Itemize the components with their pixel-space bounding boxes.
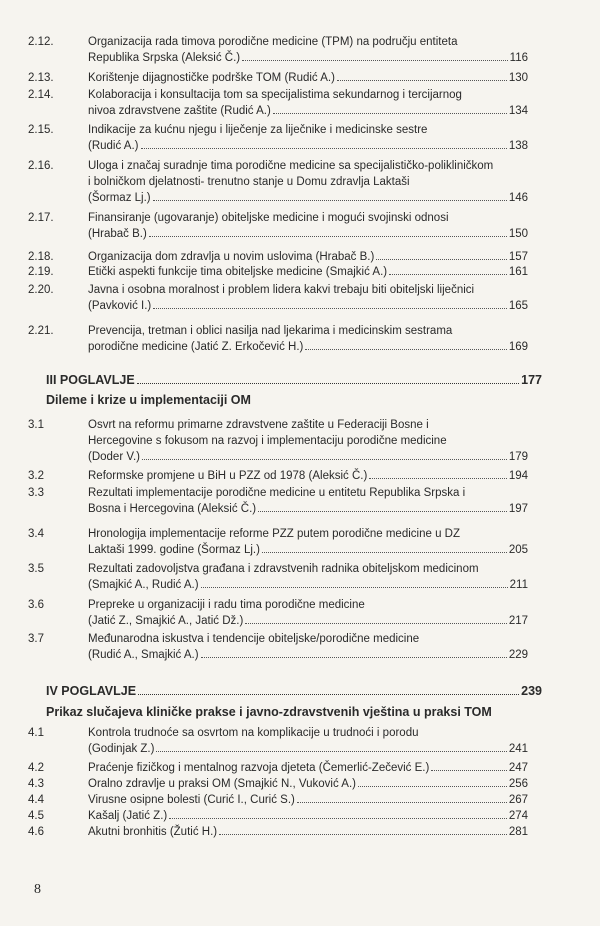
toc-entry-title-line: Hronologija implementacije reforme PZZ putem porodične medicine u DZ: [88, 528, 460, 540]
toc-entry-title-line: Rezultati zadovoljstva građana i zdravstvenih radnika obiteljskom medicinom: [88, 563, 479, 575]
toc-entry-line: [88, 417, 528, 433]
toc-entry-page: 130: [508, 72, 528, 84]
toc-entry-number: 3.5: [28, 563, 44, 575]
leader-dots: [297, 802, 507, 803]
toc-entry-title-line: Javna i osobna moralnost i problem lidera kakvi trebaju biti obiteljski liječnici: [88, 284, 475, 296]
toc-entry-page: 274: [508, 810, 528, 822]
toc-entry-line: [88, 485, 528, 501]
toc-entry-number: 3.1: [28, 419, 44, 431]
toc-entry-title-line: Virusne osipne bolesti (Curić I., Curić S.): [88, 794, 295, 806]
leader-dots: [431, 770, 507, 771]
toc-entry-line: [88, 158, 528, 174]
toc-entry-page: 247: [508, 762, 528, 774]
toc-entry-line: [88, 597, 528, 613]
toc-entry-title-line: Organizacija dom zdravlja u novim uslovima (Hrabač B.): [88, 251, 375, 263]
toc-entry-text: [88, 323, 528, 355]
toc-entry-text: [88, 158, 528, 206]
toc-entry-text: [88, 561, 528, 593]
toc-entry-number: 3.3: [28, 487, 44, 499]
toc-entry-title-line: Hercegovine s fokusom na razvoj i implementaciju porodične medicine: [88, 435, 447, 447]
toc-entry-line: [88, 103, 528, 119]
toc-entry-text: [88, 34, 528, 66]
toc-entry-title-line: Kašalj (Jatić Z.): [88, 810, 168, 822]
leader-dots: [273, 113, 507, 114]
toc-entry-line: [88, 282, 528, 298]
toc-entry-text: [88, 70, 528, 86]
toc-entry-text: [88, 760, 528, 776]
toc-entry-page: 169: [508, 341, 528, 353]
toc-entry-line: [88, 808, 528, 824]
toc-entry-title-line: i bolničkom djelatnosti- trenutno stanje u Domu zdravlja Laktaši: [88, 176, 410, 188]
toc-entry-line: [88, 725, 528, 741]
toc-entry-page: 256: [508, 778, 528, 790]
toc-entry-number: 3.2: [28, 470, 44, 482]
toc-entry-number: 4.1: [28, 727, 44, 739]
toc-entry-title-line: Prepreke u organizaciji i radu tima porodične medicine: [88, 599, 365, 611]
leader-dots: [201, 657, 507, 658]
toc-entry-page: 267: [508, 794, 528, 806]
toc-entry-line: [88, 210, 528, 226]
toc-entry-line: [88, 449, 528, 465]
toc-entry-number: 4.2: [28, 762, 44, 774]
leader-dots: [262, 552, 507, 553]
toc-entry-title-line: (Hrabač B.): [88, 228, 147, 240]
toc-entry-title-line: (Doder V.): [88, 451, 140, 463]
toc-entry-text: [88, 249, 528, 265]
toc-entry-text: [88, 122, 528, 154]
toc-entry-page: 150: [508, 228, 528, 240]
toc-entry-title-line: (Šormaz Lj.): [88, 192, 151, 204]
toc-entry-number: 4.4: [28, 794, 44, 806]
leader-dots: [337, 80, 507, 81]
toc-entry-title-line: nivoa zdravstvene zaštite (Rudić A.): [88, 105, 271, 117]
toc-entry-text: [88, 526, 528, 558]
toc-entry-number: 3.4: [28, 528, 44, 540]
toc-entry-page: 229: [508, 649, 528, 661]
leader-dots: [156, 751, 506, 752]
toc-entry-title-line: Prevencija, tretman i oblici nasilja nad ljekarima i medicinskim sestrama: [88, 325, 453, 337]
toc-entry-title-line: Rezultati implementacije porodične medicine u entitetu Republika Srpska i: [88, 487, 466, 499]
toc-entry-line: [88, 298, 528, 314]
toc-entry-number: 4.5: [28, 810, 44, 822]
toc-entry-page: 217: [508, 615, 528, 627]
toc-entry-text: [88, 631, 528, 663]
leader-dots: [358, 786, 507, 787]
toc-entry-line: [88, 50, 528, 66]
toc-entry-line: [88, 501, 528, 517]
toc-entry-line: [88, 468, 528, 484]
leader-dots: [141, 148, 507, 149]
toc-entry-number: 2.21.: [28, 325, 54, 337]
toc-entry-line: [88, 323, 528, 339]
toc-entry-text: [88, 264, 528, 280]
toc-entry-number: 2.18.: [28, 251, 54, 263]
leader-dots: [389, 274, 507, 275]
toc-entry-title-line: Finansiranje (ugovaranje) obiteljske medicine i mogući svojinski odnosi: [88, 212, 449, 224]
toc-entry-title-line: Laktaši 1999. godine (Šormaz Lj.): [88, 544, 260, 556]
toc-entry-number: 2.20.: [28, 284, 54, 296]
leader-dots: [138, 694, 519, 695]
toc-entry-title-line: (Rudić A., Smajkić A.): [88, 649, 199, 661]
chapter-3-page: 177: [521, 373, 542, 387]
toc-entry-line: [88, 339, 528, 355]
toc-entry-page: 116: [509, 52, 528, 64]
toc-entry-title-line: Organizacija rada timova porodične medicine (TPM) na području entiteta: [88, 36, 458, 48]
toc-entry-line: [88, 190, 528, 206]
leader-dots: [369, 478, 507, 479]
leader-dots: [219, 834, 507, 835]
toc-entry-line: [88, 792, 528, 808]
toc-entry-title-line: (Rudić A.): [88, 140, 139, 152]
toc-entry-title-line: Reformske promjene u BiH u PZZ od 1978 (Aleksić Č.): [88, 470, 368, 482]
toc-entry-number: 2.19.: [28, 266, 54, 278]
toc-entry-line: [88, 87, 528, 103]
leader-dots: [242, 60, 508, 61]
leader-dots: [137, 383, 519, 384]
toc-entry-page: 138: [508, 140, 528, 152]
toc-entry-line: [88, 577, 528, 593]
toc-entry-page: 146: [508, 192, 528, 204]
leader-dots: [245, 623, 507, 624]
leader-dots: [201, 587, 508, 588]
leader-dots: [258, 511, 507, 512]
toc-entry-line: [88, 526, 528, 542]
toc-entry-number: 2.14.: [28, 89, 54, 101]
toc-entry-page: 241: [508, 743, 528, 755]
toc-entry-line: [88, 122, 528, 138]
leader-dots: [169, 818, 507, 819]
toc-entry-title-line: Kontrola trudnoće sa osvrtom na komplikacije u trudnoći i porodu: [88, 727, 419, 739]
toc-entry-text: [88, 725, 528, 757]
chapter-4-label: IV POGLAVLJE: [46, 684, 137, 698]
toc-entry-title-line: (Pavković I.): [88, 300, 152, 312]
toc-entry-page: 281: [508, 826, 528, 838]
toc-entry-line: [88, 226, 528, 242]
toc-entry-page: 211: [509, 579, 528, 591]
toc-entry-line: [88, 561, 528, 577]
toc-entry-title-line: Bosna i Hercegovina (Aleksić Č.): [88, 503, 257, 515]
toc-entry-line: [88, 613, 528, 629]
toc-entry-text: [88, 282, 528, 314]
toc-entry-title-line: Uloga i značaj suradnje tima porodične medicine sa specijalističko-polikliničkom: [88, 160, 494, 172]
chapter-3-label: III POGLAVLJE: [46, 373, 135, 387]
toc-entry-line: [88, 542, 528, 558]
toc-entry-line: [88, 741, 528, 757]
toc-entry-number: 4.6: [28, 826, 44, 838]
chapter-4-heading: [46, 684, 542, 698]
toc-entry-text: [88, 417, 528, 465]
toc-entry-page: 134: [508, 105, 528, 117]
toc-entry-line: [88, 647, 528, 663]
leader-dots: [376, 259, 506, 260]
chapter-4-title: Prikaz slučajeva kliničke prakse i javno-zdravstvenih vještina u praksi TOM: [46, 705, 492, 719]
toc-entry-text: [88, 210, 528, 242]
toc-entry-line: [88, 174, 528, 190]
toc-entry-title-line: Etički aspekti funkcije tima obiteljske medicine (Smajkić A.): [88, 266, 388, 278]
leader-dots: [153, 308, 507, 309]
toc-entry-page: 179: [508, 451, 528, 463]
toc-entry-page: 194: [508, 470, 528, 482]
toc-entry-number: 2.15.: [28, 124, 54, 136]
toc-entry-title-line: (Godinjak Z.): [88, 743, 155, 755]
toc-entry-number: 2.13.: [28, 72, 54, 84]
toc-entry-page: 157: [508, 251, 528, 263]
toc-entry-text: [88, 776, 528, 792]
toc-entry-title-line: (Smajkić A., Rudić A.): [88, 579, 199, 591]
toc-entry-line: [88, 264, 528, 280]
toc-entry-number: 2.17.: [28, 212, 54, 224]
toc-entry-number: 2.16.: [28, 160, 54, 172]
toc-entry-title-line: Međunarodna iskustva i tendencije obiteljske/porodične medicine: [88, 633, 420, 645]
toc-entry-title-line: (Jatić Z., Smajkić A., Jatić Dž.): [88, 615, 244, 627]
leader-dots: [153, 200, 507, 201]
chapter-3-title: Dileme i krize u implementaciji OM: [46, 393, 251, 407]
toc-entry-title-line: Indikacije za kućnu njegu i liječenje za liječnike i medicinske sestre: [88, 124, 428, 136]
toc-entry-line: [88, 138, 528, 154]
toc-entry-line: [88, 249, 528, 265]
toc-entry-title-line: Osvrt na reformu primarne zdravstvene zaštite u Federaciji Bosne i: [88, 419, 429, 431]
toc-entry-page: 165: [508, 300, 528, 312]
toc-entry-text: [88, 824, 528, 840]
toc-entry-line: [88, 70, 528, 86]
toc-entry-number: 3.6: [28, 599, 44, 611]
toc-entry-line: [88, 776, 528, 792]
toc-entry-text: [88, 485, 528, 517]
toc-entry-text: [88, 87, 528, 119]
leader-dots: [142, 459, 507, 460]
toc-entry-title-line: Oralno zdravlje u praksi OM (Smajkić N., Vuković A.): [88, 778, 356, 790]
toc-entry-title-line: Akutni bronhitis (Žutić H.): [88, 826, 218, 838]
toc-entry-text: [88, 808, 528, 824]
toc-entry-title-line: Republika Srpska (Aleksić Č.): [88, 52, 241, 64]
toc-entry-title-line: Kolaboracija i konsultacija tom sa specijalistima sekundarnog i tercijarnog: [88, 89, 462, 101]
chapter-4-page: 239: [521, 684, 542, 698]
toc-entry-line: [88, 760, 528, 776]
leader-dots: [149, 236, 507, 237]
toc-entry-page: 161: [508, 266, 528, 278]
toc-entry-title-line: porodične medicine (Jatić Z. Erkočević H.): [88, 341, 304, 353]
toc-entry-text: [88, 468, 528, 484]
chapter-3-heading: [46, 373, 542, 387]
toc-entry-line: [88, 824, 528, 840]
leader-dots: [305, 349, 506, 350]
toc-entry-page: 197: [508, 503, 528, 515]
toc-entry-title-line: Praćenje fizičkog i mentalnog razvoja djeteta (Čemerlić-Zečević E.): [88, 762, 430, 774]
toc-entry-title-line: Korištenje dijagnostičke podrške TOM (Rudić A.): [88, 72, 335, 84]
toc-entry-text: [88, 792, 528, 808]
toc-entry-text: [88, 597, 528, 629]
toc-entry-number: 4.3: [28, 778, 44, 790]
toc-entry-page: 205: [508, 544, 528, 556]
toc-entry-line: [88, 631, 528, 647]
toc-entry-number: 3.7: [28, 633, 44, 645]
toc-entry-line: [88, 433, 528, 449]
page-number: 8: [34, 882, 41, 897]
toc-entry-number: 2.12.: [28, 36, 54, 48]
toc-entry-line: [88, 34, 528, 50]
